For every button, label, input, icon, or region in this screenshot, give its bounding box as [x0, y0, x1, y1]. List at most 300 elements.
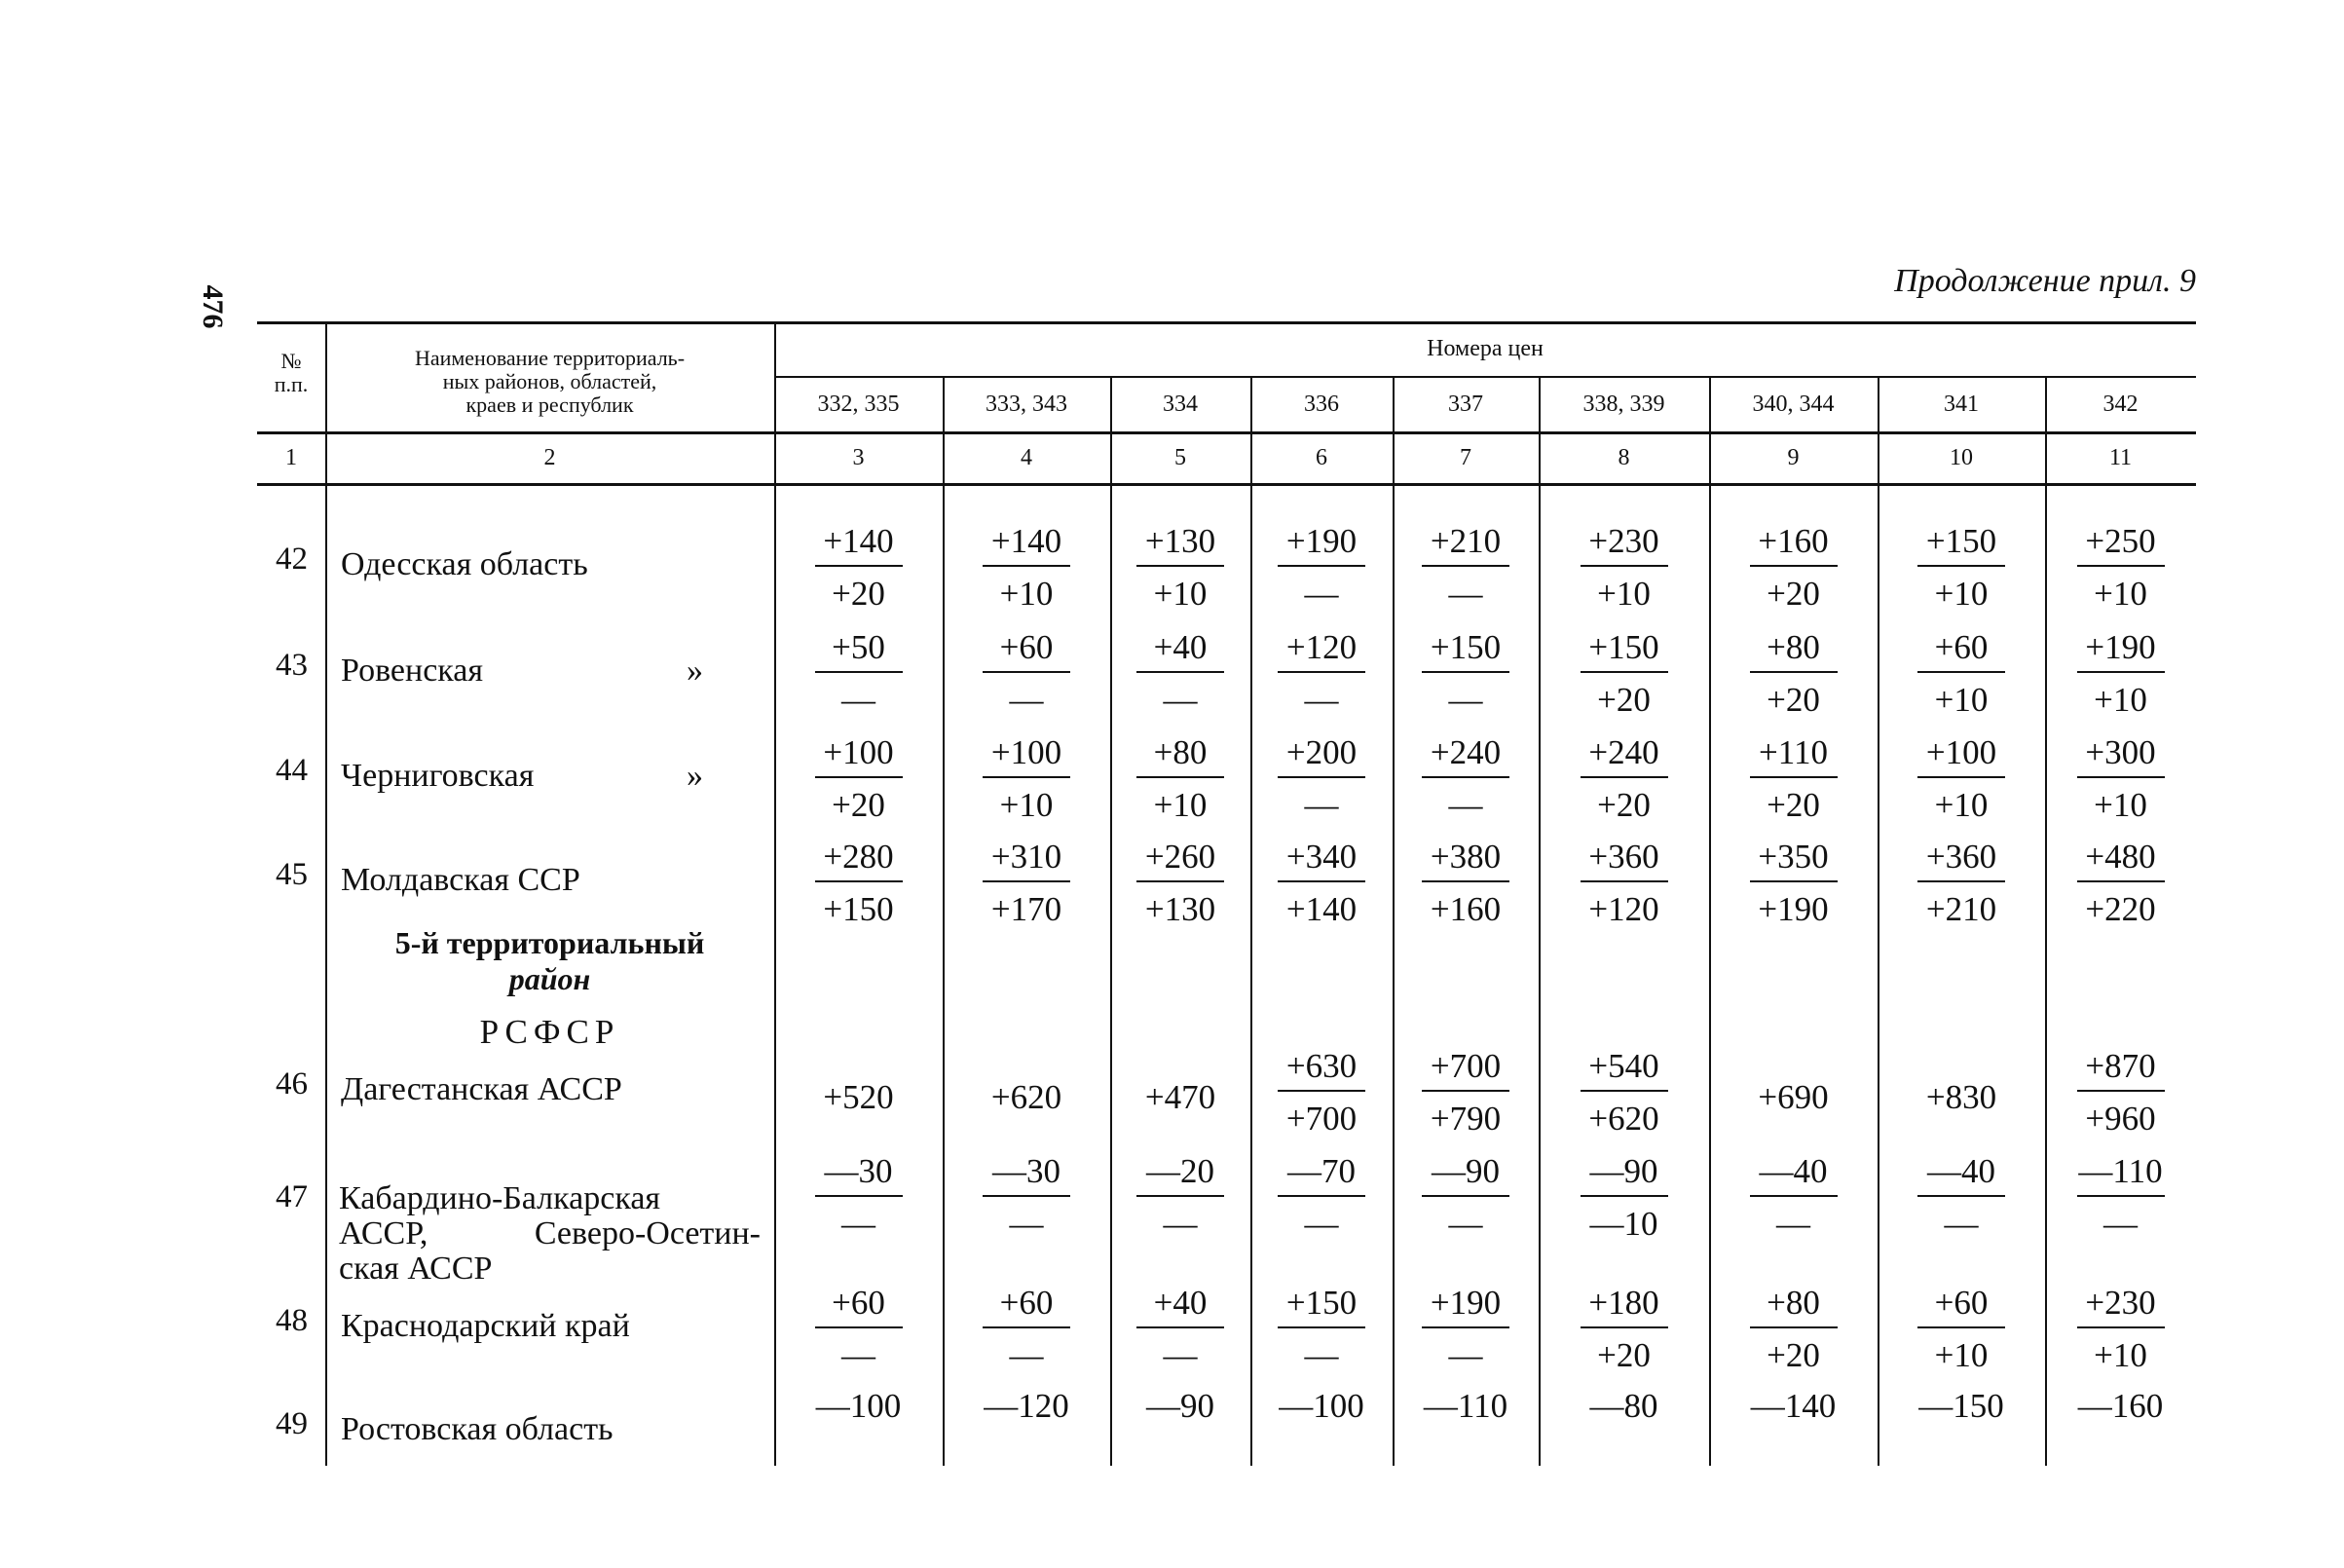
- price-numerator: +540: [1588, 1047, 1659, 1085]
- price-denominator: —: [1163, 681, 1198, 719]
- price-numerator: +110: [1759, 733, 1828, 771]
- price-numerator: +60: [999, 628, 1054, 666]
- fraction-bar: [1136, 776, 1224, 778]
- header-price-column: 341: [1944, 391, 1979, 417]
- price-denominator: —: [2103, 1205, 2138, 1243]
- price-denominator: +20: [1767, 681, 1820, 719]
- fraction-bar: [1136, 880, 1224, 882]
- price-value-fraction: [1248, 626, 1395, 722]
- price-value: +830: [1925, 1078, 1997, 1116]
- price-denominator: —: [1304, 681, 1339, 719]
- price-value-fraction: [1551, 1282, 1697, 1377]
- fraction-bar: [2077, 776, 2165, 778]
- row-number: 44: [276, 753, 308, 788]
- price-denominator: —: [1009, 1205, 1044, 1243]
- fraction-bar: [1422, 1195, 1509, 1197]
- price-numerator: +40: [1153, 628, 1208, 666]
- price-numerator: +190: [2085, 628, 2156, 666]
- region-name-text: Черниговская: [341, 758, 535, 794]
- row-number: 46: [276, 1066, 308, 1101]
- price-numerator: +360: [1588, 838, 1659, 876]
- region-name-text: Молдавская ССР: [341, 862, 580, 898]
- fraction-bar: [1581, 776, 1668, 778]
- header-number-label: [257, 339, 325, 407]
- price-value-fraction: [1393, 1282, 1539, 1377]
- fraction-bar: [2077, 1090, 2165, 1092]
- prices-subheader-rule: [774, 376, 2196, 378]
- region-name: [341, 1412, 614, 1447]
- price-denominator: +20: [1767, 575, 1820, 613]
- fraction-bar: [1422, 671, 1509, 673]
- region-name-word: Северо-Осетин-: [534, 1215, 761, 1252]
- price-numerator: —90: [1589, 1152, 1658, 1190]
- price-denominator: —: [1163, 1336, 1198, 1374]
- fraction-bar: [1917, 880, 2005, 882]
- price-value-fraction: [786, 1282, 932, 1377]
- price-value-fraction: [1248, 731, 1395, 827]
- price-value-fraction: [1721, 626, 1867, 722]
- fraction-bar: [2077, 1326, 2165, 1328]
- price-value-fraction: [1888, 1282, 2034, 1377]
- price-value: —110: [1423, 1387, 1508, 1425]
- fraction-bar: [1917, 671, 2005, 673]
- price-numerator: +130: [1144, 522, 1216, 560]
- price-numerator: +100: [1925, 733, 1997, 771]
- column-divider: [943, 376, 945, 1466]
- price-denominator: +620: [1588, 1100, 1659, 1138]
- fraction-bar: [1750, 1195, 1838, 1197]
- header-price-column: 340, 344: [1752, 391, 1835, 417]
- region-name: [341, 759, 534, 794]
- price-denominator: +190: [1758, 890, 1829, 928]
- price-denominator: —: [1009, 681, 1044, 719]
- price-value-fraction: [786, 520, 932, 616]
- price-numerator: +240: [1430, 733, 1502, 771]
- fraction-bar: [1278, 671, 1365, 673]
- price-value-fraction: [2048, 1150, 2194, 1246]
- fraction-bar: [1581, 1326, 1668, 1328]
- price-value-fraction: [1551, 836, 1697, 931]
- price-value-fraction: [1888, 1150, 2034, 1246]
- price-value-fraction: [1393, 1150, 1539, 1246]
- price-value-fraction: [953, 1282, 1099, 1377]
- region-name: [341, 1309, 630, 1344]
- price-denominator: +120: [1588, 890, 1659, 928]
- price-denominator: +150: [823, 890, 894, 928]
- column-number: 10: [1950, 444, 1973, 470]
- header-number-label-line: п.п.: [274, 372, 309, 396]
- price-numerator: +870: [2085, 1047, 2156, 1085]
- row-number: 47: [276, 1179, 308, 1214]
- price-value-fraction: [1248, 836, 1395, 931]
- price-denominator: —: [1448, 1336, 1483, 1374]
- row-number: 49: [276, 1406, 308, 1441]
- price-denominator: —: [1448, 1205, 1483, 1243]
- price-numerator: +80: [1767, 1284, 1820, 1322]
- price-denominator: —: [1304, 575, 1339, 613]
- column-divider: [1878, 376, 1879, 1466]
- fraction-bar: [1581, 880, 1668, 882]
- fraction-bar: [1750, 671, 1838, 673]
- price-denominator: —: [841, 1205, 875, 1243]
- price-denominator: +210: [1925, 890, 1997, 928]
- price-denominator: +130: [1144, 890, 1216, 928]
- price-numerator: +240: [1588, 733, 1659, 771]
- fraction-bar: [1136, 671, 1224, 673]
- fraction-bar: [1278, 1326, 1365, 1328]
- price-value-fraction: [1721, 1282, 1867, 1377]
- price-numerator: +160: [1758, 522, 1829, 560]
- price-numerator: +60: [1934, 628, 1989, 666]
- price-numerator: +60: [832, 1284, 885, 1322]
- row-number: 45: [276, 857, 308, 892]
- region-name: [341, 1072, 622, 1107]
- region-name: [341, 863, 580, 898]
- ditto-mark: »: [687, 653, 703, 689]
- price-denominator: +20: [1767, 1336, 1820, 1374]
- price-denominator: +10: [2094, 786, 2147, 824]
- column-divider: [1539, 376, 1541, 1466]
- price-denominator: —: [1163, 1205, 1198, 1243]
- price-numerator: +180: [1588, 1284, 1659, 1322]
- column-number: 3: [852, 444, 865, 470]
- price-denominator: +20: [832, 575, 885, 613]
- price-value-fraction: [1721, 836, 1867, 931]
- price-numerator: +700: [1430, 1047, 1502, 1085]
- fraction-bar: [1422, 565, 1509, 567]
- fraction-bar: [2077, 880, 2165, 882]
- fraction-bar: [983, 880, 1070, 882]
- price-denominator: —: [1009, 1336, 1044, 1374]
- region-name: [341, 547, 588, 582]
- price-value: —100: [1279, 1387, 1364, 1425]
- price-value-fraction: [1107, 836, 1253, 931]
- header-price-column: 332, 335: [817, 391, 900, 417]
- price-value-fraction: [953, 520, 1099, 616]
- price-value: —150: [1918, 1387, 2004, 1425]
- price-value-fraction: [1248, 520, 1395, 616]
- price-denominator: —: [1448, 786, 1483, 824]
- price-value-fraction: [953, 836, 1099, 931]
- fraction-bar: [983, 565, 1070, 567]
- price-denominator: +20: [1597, 1336, 1651, 1374]
- column-number: 4: [1021, 444, 1032, 470]
- price-value-fraction: [953, 1150, 1099, 1246]
- price-numerator: +140: [823, 522, 894, 560]
- fraction-bar: [2077, 1195, 2165, 1197]
- price-value-fraction: [786, 836, 932, 931]
- price-value-fraction: [1248, 1045, 1395, 1140]
- page-number: 476: [197, 284, 229, 329]
- price-value: —120: [984, 1387, 1069, 1425]
- price-value-fraction: [2048, 1045, 2194, 1140]
- row-number: 48: [276, 1303, 308, 1338]
- fraction-bar: [1422, 1090, 1509, 1092]
- price-numerator: +210: [1430, 522, 1502, 560]
- column-number: 9: [1787, 444, 1800, 470]
- price-value-fraction: [953, 731, 1099, 827]
- price-denominator: +10: [1934, 786, 1989, 824]
- price-value-fraction: [1551, 731, 1697, 827]
- price-value-fraction: [2048, 626, 2194, 722]
- fraction-bar: [2077, 671, 2165, 673]
- price-denominator: +140: [1285, 890, 1358, 928]
- fraction-bar: [815, 671, 903, 673]
- price-denominator: +10: [2094, 575, 2147, 613]
- header-price-column: 342: [2102, 391, 2139, 417]
- price-denominator: —10: [1589, 1205, 1658, 1243]
- price-denominator: +20: [1767, 786, 1820, 824]
- price-numerator: +280: [823, 838, 894, 876]
- price-value: —140: [1750, 1387, 1837, 1425]
- price-numerator: —40: [1927, 1152, 1995, 1190]
- price-numerator: +140: [990, 522, 1062, 560]
- region-name-line: [339, 1216, 761, 1251]
- price-numerator: +360: [1925, 838, 1997, 876]
- table-top-rule: [257, 321, 2196, 324]
- price-value-fraction: [1107, 626, 1253, 722]
- price-numerator: +120: [1285, 628, 1358, 666]
- header-region-name-label-line: ных районов, областей,: [442, 368, 657, 393]
- price-value: +470: [1144, 1078, 1216, 1116]
- price-denominator: +160: [1430, 890, 1502, 928]
- region-name-text: Одесская область: [341, 546, 588, 582]
- fraction-bar: [1136, 1195, 1224, 1197]
- row-number: 42: [276, 541, 308, 577]
- fraction-bar: [1917, 565, 2005, 567]
- fraction-bar: [1581, 565, 1668, 567]
- fraction-bar: [1278, 776, 1365, 778]
- column-number: 8: [1618, 444, 1630, 470]
- price-value-fraction: [2048, 836, 2194, 931]
- price-value-fraction: [1551, 626, 1697, 722]
- price-value-fraction: [1551, 520, 1697, 616]
- price-numerator: +60: [1934, 1284, 1989, 1322]
- price-denominator: —: [841, 681, 875, 719]
- price-value-fraction: [1393, 626, 1539, 722]
- fraction-bar: [983, 1326, 1070, 1328]
- region-name: [341, 653, 483, 689]
- price-numerator: —40: [1759, 1152, 1828, 1190]
- region-name-text: Краснодарский край: [341, 1308, 630, 1344]
- price-denominator: +20: [1597, 681, 1651, 719]
- price-denominator: —: [1448, 575, 1483, 613]
- price-value: —80: [1589, 1387, 1658, 1425]
- appendix-caption: Продолжение прил. 9: [1894, 263, 2196, 299]
- price-numerator: —30: [824, 1152, 893, 1190]
- price-numerator: +190: [1285, 522, 1358, 560]
- column-number: 6: [1316, 444, 1327, 470]
- price-numerator: —110: [2078, 1152, 2163, 1190]
- price-denominator: +10: [2094, 1336, 2147, 1374]
- header-price-column: 336: [1304, 391, 1339, 417]
- price-numerator: +250: [2085, 522, 2156, 560]
- region-name-text: Ростовская область: [341, 1411, 614, 1447]
- fraction-bar: [1750, 880, 1838, 882]
- price-denominator: +10: [999, 786, 1054, 824]
- column-numbers-rule: [257, 483, 2196, 486]
- price-numerator: +100: [990, 733, 1062, 771]
- price-denominator: +960: [2085, 1100, 2156, 1138]
- price-denominator: +10: [1153, 786, 1208, 824]
- price-value-fraction: [1393, 731, 1539, 827]
- price-numerator: +40: [1153, 1284, 1208, 1322]
- header-bottom-rule: [257, 431, 2196, 434]
- column-number: 5: [1174, 444, 1186, 470]
- price-value-fraction: [1888, 836, 2034, 931]
- price-denominator: +10: [1597, 575, 1651, 613]
- fraction-bar: [1917, 776, 2005, 778]
- header-region-name-label: [335, 333, 764, 430]
- price-denominator: +10: [999, 575, 1054, 613]
- price-numerator: —30: [992, 1152, 1060, 1190]
- price-denominator: —: [1304, 786, 1339, 824]
- section-heading-line: 5-й территориальный: [394, 925, 705, 960]
- price-denominator: +170: [990, 890, 1062, 928]
- price-denominator: —: [1304, 1336, 1339, 1374]
- price-value-fraction: [2048, 731, 2194, 827]
- price-numerator: +380: [1430, 838, 1502, 876]
- column-number: 1: [285, 444, 297, 470]
- price-numerator: +260: [1144, 838, 1216, 876]
- fraction-bar: [1278, 565, 1365, 567]
- price-numerator: —70: [1287, 1152, 1356, 1190]
- price-numerator: +230: [2085, 1284, 2156, 1322]
- fraction-bar: [815, 1326, 903, 1328]
- price-value-fraction: [1721, 1150, 1867, 1246]
- region-name-text: Дагестанская АССР: [341, 1071, 622, 1107]
- price-numerator: —20: [1146, 1152, 1214, 1190]
- price-numerator: —90: [1432, 1152, 1500, 1190]
- fraction-bar: [983, 776, 1070, 778]
- price-value-fraction: [1107, 1282, 1253, 1377]
- header-number-label-line: №: [280, 348, 302, 373]
- fraction-bar: [1278, 880, 1365, 882]
- row-number: 43: [276, 648, 308, 683]
- price-value-fraction: [2048, 520, 2194, 616]
- price-value: —100: [815, 1387, 902, 1425]
- price-value-fraction: [953, 626, 1099, 722]
- price-denominator: —: [1304, 1205, 1339, 1243]
- price-value-fraction: [1888, 731, 2034, 827]
- column-divider: [1709, 376, 1711, 1466]
- column-number: 7: [1460, 444, 1471, 470]
- price-numerator: +60: [999, 1284, 1054, 1322]
- fraction-bar: [1136, 1326, 1224, 1328]
- price-numerator: +80: [1153, 733, 1208, 771]
- fraction-bar: [1917, 1195, 2005, 1197]
- price-numerator: +230: [1588, 522, 1659, 560]
- fraction-bar: [1422, 1326, 1509, 1328]
- price-denominator: +20: [1597, 786, 1651, 824]
- price-value-fraction: [1551, 1150, 1697, 1246]
- price-denominator: —: [841, 1336, 875, 1374]
- price-value-fraction: [1888, 626, 2034, 722]
- price-numerator: +480: [2085, 838, 2156, 876]
- price-denominator: —: [1448, 681, 1483, 719]
- price-numerator: +80: [1767, 628, 1820, 666]
- price-value-fraction: [786, 1150, 932, 1246]
- price-value: +620: [990, 1078, 1062, 1116]
- price-value-fraction: [1721, 520, 1867, 616]
- price-denominator: +10: [2094, 681, 2147, 719]
- region-name-line: ская АССР: [339, 1251, 493, 1288]
- price-numerator: +300: [2085, 733, 2156, 771]
- fraction-bar: [1278, 1090, 1365, 1092]
- price-value-fraction: [1393, 1045, 1539, 1140]
- price-value-fraction: [1393, 836, 1539, 931]
- fraction-bar: [815, 880, 903, 882]
- header-price-column: 334: [1163, 391, 1198, 417]
- fraction-bar: [815, 776, 903, 778]
- price-numerator: +150: [1925, 522, 1997, 560]
- fraction-bar: [983, 671, 1070, 673]
- price-value-fraction: [786, 731, 932, 827]
- region-name-text: Ровенская: [341, 653, 484, 689]
- fraction-bar: [1581, 1090, 1668, 1092]
- price-denominator: +10: [1934, 575, 1989, 613]
- price-value-fraction: [786, 626, 932, 722]
- price-denominator: +10: [1934, 1336, 1989, 1374]
- fraction-bar: [1581, 671, 1668, 673]
- price-numerator: +340: [1285, 838, 1358, 876]
- price-value-fraction: [1248, 1282, 1395, 1377]
- country-heading: РСФСР: [479, 1013, 620, 1051]
- fraction-bar: [2077, 565, 2165, 567]
- price-denominator: +220: [2085, 890, 2156, 928]
- price-denominator: —: [1944, 1205, 1979, 1243]
- fraction-bar: [1422, 880, 1509, 882]
- header-price-column: 338, 339: [1582, 391, 1665, 417]
- fraction-bar: [1581, 1195, 1668, 1197]
- price-numerator: +150: [1285, 1284, 1358, 1322]
- region-name-word: АССР,: [339, 1215, 428, 1252]
- region-name: [339, 1181, 761, 1287]
- price-numerator: +190: [1430, 1284, 1502, 1322]
- price-numerator: +100: [823, 733, 894, 771]
- price-numerator: +150: [1430, 628, 1502, 666]
- section-heading-line: район: [508, 960, 591, 996]
- header-region-name-label-line: Наименование территориаль-: [414, 345, 686, 370]
- price-denominator: —: [1776, 1205, 1810, 1243]
- header-prices-label: Номера цен: [1427, 336, 1544, 362]
- fraction-bar: [1750, 1326, 1838, 1328]
- price-numerator: +310: [990, 838, 1062, 876]
- fraction-bar: [983, 1195, 1070, 1197]
- price-numerator: +200: [1285, 733, 1358, 771]
- price-value-fraction: [1721, 731, 1867, 827]
- price-denominator: +20: [832, 786, 885, 824]
- price-denominator: +10: [1153, 575, 1208, 613]
- price-value-fraction: [1551, 1045, 1697, 1140]
- fraction-bar: [1278, 1195, 1365, 1197]
- fraction-bar: [815, 1195, 903, 1197]
- fraction-bar: [1750, 565, 1838, 567]
- fraction-bar: [1136, 565, 1224, 567]
- price-denominator: +10: [1934, 681, 1989, 719]
- fraction-bar: [1917, 1326, 2005, 1328]
- section-heading: [335, 925, 764, 997]
- column-number: 2: [543, 444, 556, 470]
- column-divider: [774, 321, 776, 1466]
- price-value-fraction: [1107, 1150, 1253, 1246]
- fraction-bar: [1750, 776, 1838, 778]
- column-divider: [325, 321, 327, 1466]
- price-value-fraction: [2048, 1282, 2194, 1377]
- fraction-bar: [1422, 776, 1509, 778]
- price-value-fraction: [1107, 731, 1253, 827]
- region-name-line: Кабардино-Балкарская: [339, 1180, 661, 1216]
